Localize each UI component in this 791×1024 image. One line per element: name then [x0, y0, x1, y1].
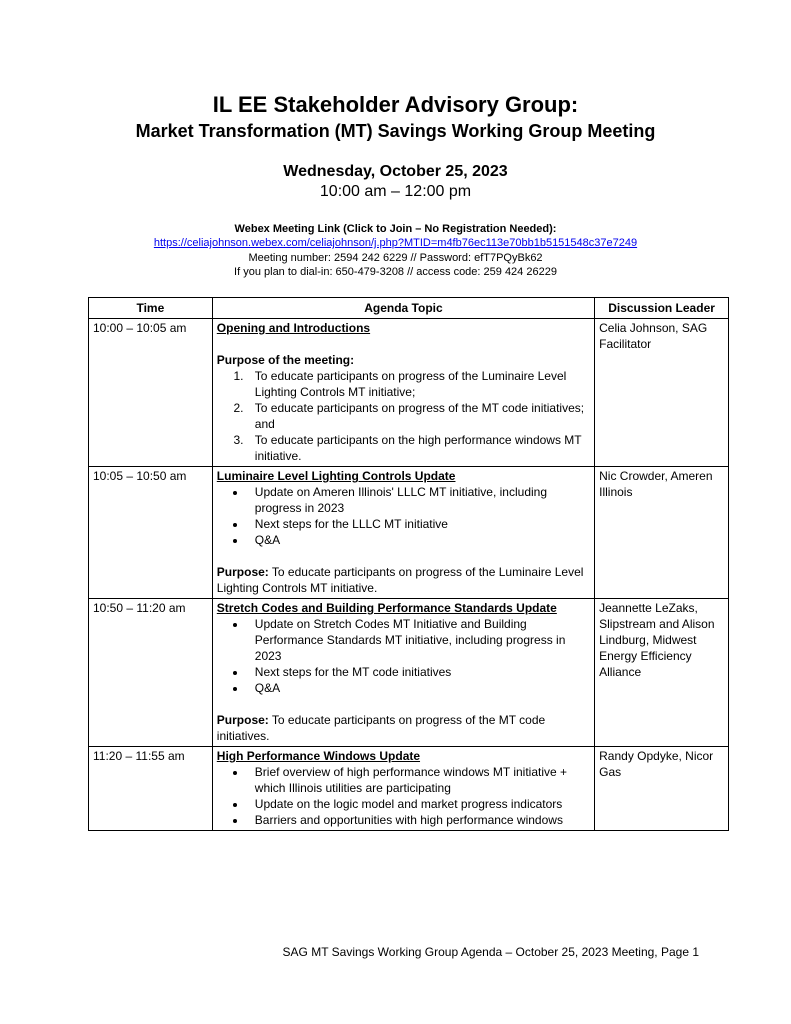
list-item: • Next steps for the MT code initiatives: [247, 664, 590, 680]
dial-in-info: If you plan to dial-in: 650-479-3208 // access code: 259 424 26229: [234, 266, 557, 278]
list-item: 3. To educate participants on the high performance windows MT initiative.: [247, 432, 590, 464]
list-item: • Q&A: [247, 680, 590, 696]
table-row: [89, 747, 729, 831]
page-title: IL EE Stakeholder Advisory Group:: [212, 92, 579, 117]
list-item: • Update on Ameren Illinois' LLLC MT initiative, including progress in 2023: [247, 484, 590, 516]
purpose-text: To educate participants on progress of the Luminaire Level Lighting Controls MT initiative.: [216, 565, 584, 595]
list-item: 1. To educate participants on progress of the Luminaire Level Lighting Controls MT initiative;: [247, 368, 590, 400]
table-header-row: [89, 298, 729, 319]
purpose-paragraph: [217, 712, 590, 744]
row-leader: Jeannette LeZaks, Slipstream and Alison Lindburg, Midwest Energy Efficiency Alliance: [595, 599, 729, 747]
meeting-time: 10:00 am – 12:00 pm: [319, 183, 472, 200]
row-topic-title: Stretch Codes and Building Performance Standards Update: [216, 601, 557, 615]
row-leader: Randy Opdyke, Nicor Gas: [595, 747, 729, 831]
purpose-label: Purpose:: [216, 713, 269, 727]
meeting-number: Meeting number: 2594 242 6229 // Password: efT7PQyBk62: [248, 252, 543, 264]
column-header-leader: Discussion Leader: [595, 298, 729, 319]
table-row: [89, 599, 729, 747]
row-topic-title: Luminaire Level Lighting Controls Update: [216, 469, 456, 483]
table-row: [89, 319, 729, 467]
row-topic-title: Opening and Introductions: [216, 321, 371, 335]
list-item: • Barriers and opportunities with high performance windows: [247, 812, 590, 828]
row-topic-cell: [212, 319, 594, 467]
row-leader: Nic Crowder, Ameren Illinois: [595, 467, 729, 599]
purpose-text: To educate participants on progress of the MT code initiatives.: [216, 713, 546, 743]
page-subtitle: Market Transformation (MT) Savings Working Group Meeting: [135, 121, 656, 141]
column-header-topic: Agenda Topic: [212, 298, 594, 319]
list-item: • Update on the logic model and market progress indicators: [247, 796, 590, 812]
row-topic-cell: [212, 747, 594, 831]
row-time: 10:05 – 10:50 am: [89, 467, 213, 599]
row-time: 11:20 – 11:55 am: [89, 747, 213, 831]
list-item: • Update on Stretch Codes MT Initiative and Building Performance Standards MT initiative, including progress in 2023: [247, 616, 590, 664]
purpose-label: Purpose:: [216, 565, 269, 579]
row-time: 10:50 – 11:20 am: [89, 599, 213, 747]
purpose-list: [217, 368, 590, 464]
meeting-date: Wednesday, October 25, 2023: [283, 163, 508, 180]
row-time: 10:00 – 10:05 am: [89, 319, 213, 467]
row-leader: Celia Johnson, SAG Facilitator: [595, 319, 729, 467]
bullet-list: [217, 616, 590, 696]
webex-label: Webex Meeting Link (Click to Join – No Registration Needed):: [234, 223, 557, 235]
row-topic-cell: [212, 599, 594, 747]
list-item: • Next steps for the LLLC MT initiative: [247, 516, 590, 532]
list-item: • Brief overview of high performance windows MT initiative + which Illinois utilities are participating: [247, 764, 590, 796]
webex-link[interactable]: https://celiajohnson.webex.com/celiajohnson/j.php?MTID=m4fb76ec113e70bb1b5151548c37e7249: [153, 237, 638, 249]
purpose-paragraph: [217, 564, 590, 596]
list-item: • Q&A: [247, 532, 590, 548]
table-row: [89, 467, 729, 599]
purpose-label: Purpose of the meeting:: [216, 353, 355, 367]
page-footer: SAG MT Savings Working Group Agenda – October 25, 2023 Meeting, Page 1: [282, 945, 699, 959]
row-topic-title: High Performance Windows Update: [216, 749, 421, 763]
bullet-list: [217, 484, 590, 548]
agenda-table: [88, 297, 729, 831]
column-header-time: Time: [89, 298, 213, 319]
list-item: 2. To educate participants on progress of the MT code initiatives; and: [247, 400, 590, 432]
bullet-list: [217, 764, 590, 828]
row-topic-cell: [212, 467, 594, 599]
